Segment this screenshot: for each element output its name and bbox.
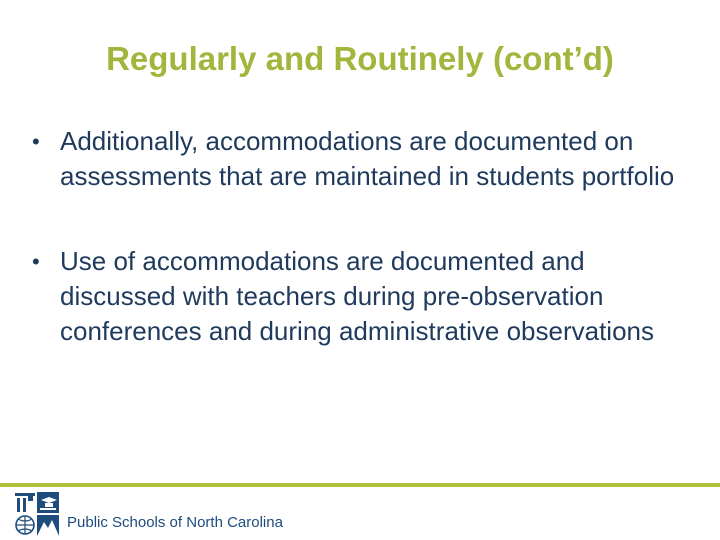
slide-title: Regularly and Routinely (cont’d) [106,40,614,77]
footer-divider [0,483,720,487]
bullet-text: Use of accommodations are documented and discussed with teachers during pre-observation conferences and during administrative observations [60,246,655,346]
bullet-icon: • [32,129,40,154]
bullet-item [30,244,700,349]
bullet-icon: • [32,249,40,274]
bullet-text: Additionally, accommodations are documented on assessments that are maintained in students portfolio [60,126,675,191]
organization-name: Public Schools of North Carolina [67,514,283,531]
nc-public-schools-logo-icon [14,492,60,536]
footer [14,492,283,536]
bullet-item [30,124,700,194]
bullet-list [30,124,700,349]
